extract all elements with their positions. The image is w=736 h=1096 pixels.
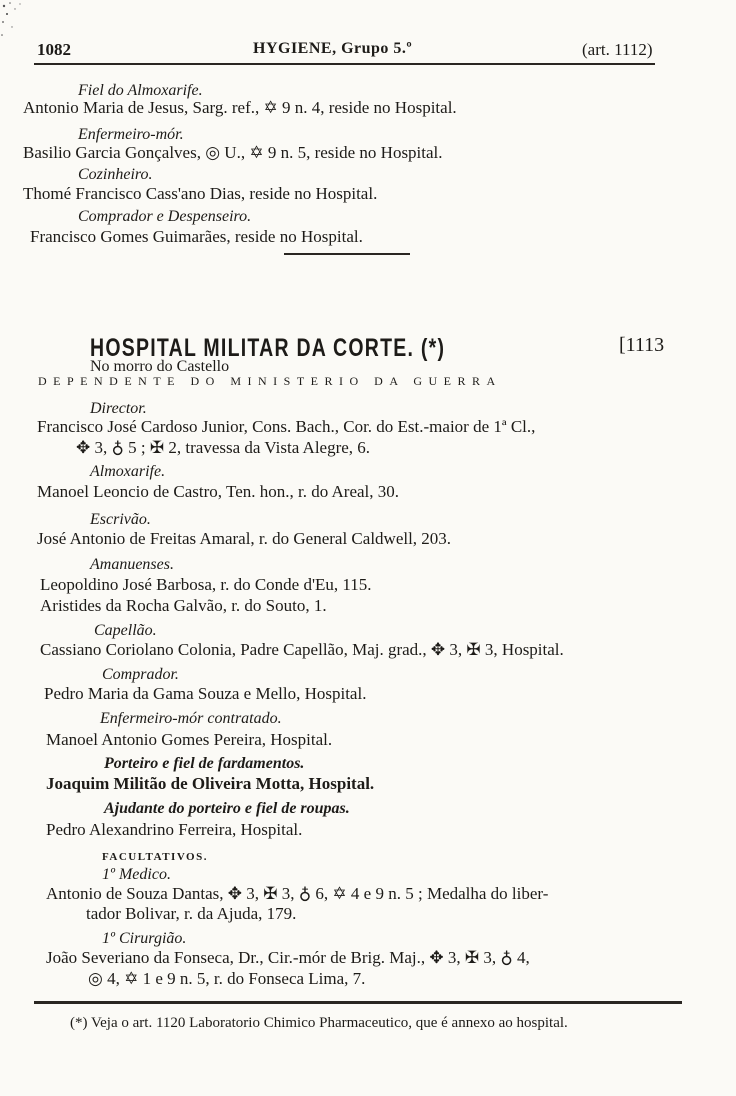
article-number: [1113	[619, 334, 665, 356]
role-label: Porteiro e fiel de fardamentos.	[104, 755, 305, 772]
entry-line: tador Bolivar, r. da Ajuda, 179.	[86, 904, 297, 923]
entry-line: Francisco Gomes Guimarães, reside no Hospital.	[30, 227, 363, 246]
role-label: Director.	[90, 400, 147, 417]
entry-line: Pedro Alexandrino Ferreira, Hospital.	[46, 820, 303, 839]
entry-line: José Antonio de Freitas Amaral, r. do General Caldwell, 203.	[37, 529, 452, 548]
role-label: Cozinheiro.	[78, 166, 153, 183]
entry-line: Manoel Leoncio de Castro, Ten. hon., r. do Areal, 30.	[37, 482, 400, 501]
section-subtitle: No morro do Castello	[90, 358, 230, 375]
role-label: Ajudante do porteiro e fiel de roupas.	[104, 800, 350, 817]
role-label: Amanuenses.	[90, 556, 174, 573]
entry-line: Antonio de Souza Dantas, ✥ 3, ✠ 3, ♁ 6, ✡ 4 e 9 n. 5 ; Medalha do liber-	[46, 884, 549, 903]
role-label: 1º Cirurgião.	[102, 930, 187, 947]
footnote: (*) Veja o art. 1120 Laboratorio Chimico Pharmaceutico, que é annexo ao hospital.	[70, 1015, 568, 1031]
entry-line: Pedro Maria da Gama Souza e Mello, Hospital.	[44, 684, 367, 703]
role-label: Fiel do Almoxarife.	[78, 82, 203, 99]
entry-line: Aristides da Rocha Galvão, r. do Souto, 1.	[40, 596, 327, 615]
header-rule	[34, 63, 655, 65]
entry-line: Francisco José Cardoso Junior, Cons. Bach., Cor. do Est.-maior de 1ª Cl.,	[37, 417, 536, 436]
role-label: Enfermeiro-mór contratado.	[100, 710, 282, 727]
section-divider	[284, 253, 410, 255]
role-label: 1º Medico.	[102, 866, 171, 883]
role-label: Capellão.	[94, 622, 157, 639]
entry-line: Joaquim Militão de Oliveira Motta, Hospital.	[46, 774, 375, 793]
page-number: 1082	[37, 40, 71, 59]
entry-line: Basilio Garcia Gonçalves, ◎ U., ✡ 9 n. 5, reside no Hospital.	[23, 143, 443, 162]
section-title: HOSPITAL MILITAR DA CORTE. (*)	[90, 334, 446, 362]
entry-line: Cassiano Coriolano Colonia, Padre Capellão, Maj. grad., ✥ 3, ✠ 3, Hospital.	[40, 640, 564, 659]
department-line: DEPENDENTE DO MINISTERIO DA GUERRA	[38, 374, 502, 388]
role-label: Comprador e Despenseiro.	[78, 208, 252, 225]
role-label: Enfermeiro-mór.	[78, 126, 184, 143]
entry-line: Manoel Antonio Gomes Pereira, Hospital.	[46, 730, 333, 749]
running-article: (art. 1112)	[582, 40, 653, 59]
role-label: Comprador.	[102, 666, 179, 683]
entry-line: Antonio Maria de Jesus, Sarg. ref., ✡ 9 n. 4, reside no Hospital.	[23, 98, 457, 117]
entry-line: ✥ 3, ♁ 5 ; ✠ 2, travessa da Vista Alegre, 6.	[76, 438, 371, 457]
running-title: HYGIENE, Grupo 5.º	[253, 40, 413, 57]
entry-line: Thomé Francisco Cass'ano Dias, reside no Hospital.	[23, 184, 378, 203]
role-label: Almoxarife.	[90, 463, 166, 480]
role-label: Escrivão.	[90, 511, 151, 528]
facultativos-heading: FACULTATIVOS.	[102, 851, 208, 863]
entry-line: ◎ 4, ✡ 1 e 9 n. 5, r. do Fonseca Lima, 7.	[88, 969, 366, 988]
footnote-rule	[34, 1001, 682, 1004]
entry-line: João Severiano da Fonseca, Dr., Cir.-mór de Brig. Maj., ✥ 3, ✠ 3, ♁ 4,	[46, 948, 530, 967]
entry-line: Leopoldino José Barbosa, r. do Conde d'Eu, 115.	[40, 575, 372, 594]
